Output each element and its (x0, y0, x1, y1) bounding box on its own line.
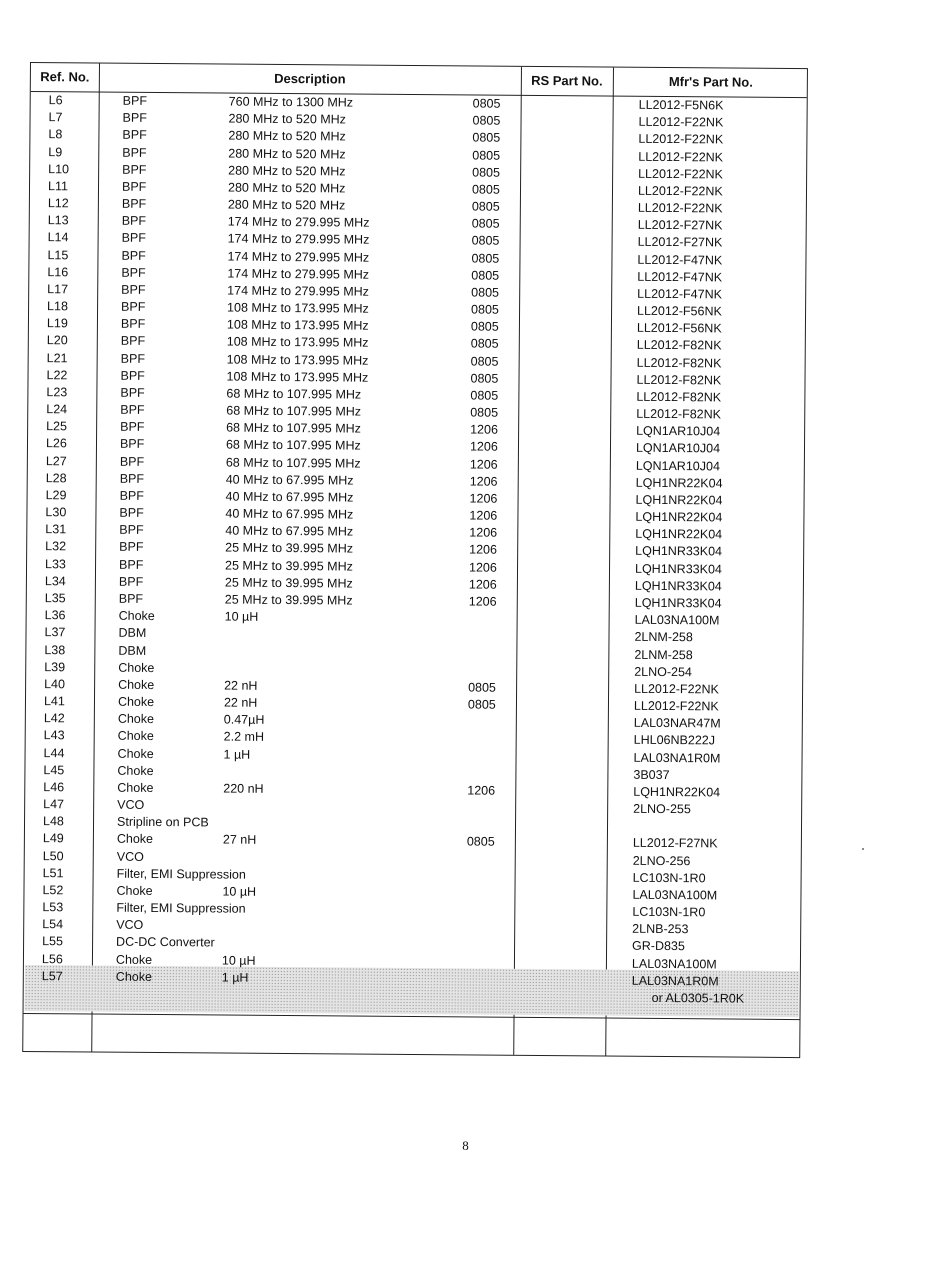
package-size-cell: 1206 (468, 577, 497, 592)
description-type-cell: BPF (121, 299, 146, 314)
mfr-part-no-cell: LL2012-F22NK (637, 183, 723, 199)
description-value-cell: 1 µH (223, 747, 251, 762)
description-type-cell: Choke (115, 969, 153, 984)
ref-no-cell: L13 (47, 213, 69, 228)
mfr-part-no-cell: LL2012-F22NK (634, 681, 719, 697)
ref-no-cell: L45 (43, 762, 65, 777)
package-size-cell: 1206 (469, 542, 498, 558)
mfr-part-no-cell: LL2012-F47NK (637, 269, 723, 285)
mfr-part-no-cell: LQH1NR22K04 (633, 784, 721, 800)
description-value-cell: 25 MHz to 39.995 MHz (224, 558, 353, 574)
description-type-cell: Choke (117, 763, 154, 778)
package-size-cell: 0805 (471, 233, 500, 249)
description-type-cell: BPF (121, 282, 146, 297)
description-value-cell: 2.2 mH (223, 729, 265, 745)
package-size-cell: 0805 (472, 147, 501, 163)
mfr-part-no-cell: LL2012-F56NK (637, 303, 722, 319)
description-value-cell: 220 nH (223, 781, 264, 796)
mfr-part-no-cell: LQN1AR10J04 (636, 424, 721, 439)
ref-no-cell: L11 (47, 179, 69, 194)
description-value-cell: 760 MHz to 1300 MHz (228, 94, 354, 110)
mfr-part-no-cell: 3B037 (633, 767, 670, 782)
ref-no-cell: L31 (45, 522, 67, 537)
description-value-cell: 280 MHz to 520 MHz (228, 146, 346, 161)
ref-no-cell: L34 (44, 573, 66, 589)
package-size-cell: 1206 (469, 491, 498, 506)
mfr-part-no-cell: LQH1NR33K04 (635, 544, 723, 559)
ref-no-cell: L33 (45, 556, 66, 571)
ref-no-cell: L56 (41, 951, 63, 966)
ref-no-cell: L49 (42, 831, 64, 846)
package-size-cell: 1206 (469, 525, 498, 540)
ref-no-cell: L17 (47, 282, 69, 297)
mfr-part-no-cell: LL2012-F82NK (636, 338, 722, 353)
ref-no-cell: L57 (41, 968, 63, 984)
description-type-cell: BPF (119, 488, 144, 503)
package-size-cell: 0805 (472, 165, 501, 180)
description-type-cell: Choke (116, 832, 154, 847)
package-size-cell: 1206 (469, 474, 498, 489)
description-type-cell: Choke (118, 660, 155, 675)
description-type-cell: Choke (117, 694, 155, 710)
description-type-cell: BPF (120, 316, 146, 332)
mfr-part-no-cell: LQH1NR22K04 (635, 509, 723, 525)
ref-no-cell: L50 (42, 848, 64, 863)
description-type-cell: BPF (120, 351, 146, 366)
description-type-cell: BPF (121, 196, 147, 211)
mfr-part-no-cell: LL2012-F22NK (637, 200, 723, 216)
ref-no-cell: L39 (44, 659, 66, 674)
description-type-cell: Stripline on PCB (116, 814, 209, 830)
description-type-cell: BPF (119, 540, 144, 555)
ref-no-cell: L14 (47, 230, 69, 245)
description-type-cell: BPF (120, 334, 146, 349)
package-size-cell: 0805 (471, 216, 500, 231)
header-rs-part-no: RS Part No. (531, 72, 603, 89)
mfr-part-no-cell: LQH1NR22K04 (635, 492, 723, 508)
package-size-cell: 0805 (470, 405, 499, 420)
description-value-cell: 280 MHz to 520 MHz (228, 111, 347, 127)
description-type-cell: BPF (122, 145, 147, 160)
ref-no-cell: L25 (46, 419, 68, 434)
package-size-cell: 0805 (472, 130, 501, 146)
mfr-part-no-cell: LQH1NR33K04 (634, 561, 722, 577)
mfr-part-no-cell: LL2012-F5N6K (638, 97, 724, 113)
ref-no-cell: L26 (45, 436, 67, 451)
package-size-cell: 1206 (468, 560, 497, 575)
package-size-cell: 0805 (471, 182, 500, 197)
description-type-cell: Choke (117, 746, 154, 761)
package-size-cell: 0805 (471, 302, 499, 317)
mfr-part-no-cell: LAL03NA100M (634, 612, 720, 628)
mfr-part-no-cell: 2LNO-256 (632, 853, 691, 868)
ref-no-cell: L19 (46, 316, 68, 331)
package-size-cell: 0805 (467, 697, 496, 712)
description-value-cell: 174 MHz to 279.995 MHz (227, 249, 370, 265)
mfr-part-no-cell: 2LNO-255 (633, 801, 691, 817)
description-type-cell: BPF (121, 231, 146, 246)
description-type-cell: BPF (122, 110, 147, 126)
description-value-cell: 68 MHz to 107.995 MHz (225, 455, 361, 471)
description-value-cell: 40 MHz to 67.995 MHz (225, 506, 354, 522)
ref-no-cell: L43 (43, 728, 65, 743)
package-size-cell: 0805 (470, 336, 499, 352)
description-type-cell: BPF (119, 523, 144, 538)
description-value-cell: 22 nH (224, 678, 258, 693)
package-size-cell: 0805 (471, 268, 500, 283)
scan-speck (862, 848, 864, 850)
description-type-cell: BPF (122, 93, 148, 108)
ref-no-cell: L29 (45, 488, 67, 503)
mfr-part-no-cell: LL2012-F47NK (637, 252, 723, 267)
mfr-part-no-cell: LHL06NB222J (633, 733, 716, 748)
ref-no-cell: L41 (43, 694, 65, 709)
description-value-cell: 280 MHz to 520 MHz (227, 197, 346, 213)
mfr-part-no-cell: LL2012-F82NK (636, 372, 722, 388)
mfr-part-no-cell: 2LNO-254 (634, 664, 692, 679)
mfr-part-no-cell: LL2012-F22NK (638, 166, 723, 182)
description-value-cell: 280 MHz to 520 MHz (228, 128, 346, 144)
description-type-cell: BPF (120, 385, 145, 400)
ref-no-cell: L18 (47, 299, 68, 314)
package-size-cell: 0805 (466, 834, 495, 850)
description-value-cell: 25 MHz to 39.995 MHz (224, 592, 353, 608)
mfr-part-no-cell: LAL03NAR47M (633, 715, 721, 731)
package-size-cell: 0805 (470, 388, 499, 403)
ref-no-cell: L12 (47, 196, 69, 211)
mfr-part-no-cell: LC103N-1R0 (632, 904, 706, 920)
mfr-part-no-cell: LQH1NR33K04 (634, 595, 722, 611)
package-size-cell: 1206 (468, 594, 497, 609)
description-type-cell: BPF (118, 574, 144, 589)
description-value-cell: 68 MHz to 107.995 MHz (226, 403, 362, 419)
table-body (24, 92, 807, 1008)
ref-no-cell: L32 (45, 539, 67, 554)
mfr-part-no-cell: 2LNB-253 (632, 922, 689, 937)
package-size-cell: 0805 (470, 319, 499, 334)
description-type-cell: BPF (121, 248, 146, 263)
mfr-part-no-cell: LAL03NA100M (631, 956, 717, 972)
mfr-part-no-cell: 2LNM-258 (634, 647, 693, 662)
ref-no-cell: L54 (42, 917, 64, 932)
ref-no-cell: L51 (42, 865, 64, 881)
ref-no-cell: L53 (42, 900, 64, 915)
mfr-part-no-cell: LL2012-F27NK (637, 217, 723, 233)
description-value-cell: 40 MHz to 67.995 MHz (225, 523, 354, 539)
description-value-cell: 68 MHz to 107.995 MHz (226, 420, 361, 436)
description-type-cell: Filter, EMI Suppression (116, 900, 246, 916)
description-type-cell: BPF (122, 162, 147, 177)
mfr-part-no-cell: LAL03NA1R0M (631, 973, 719, 989)
mfr-part-no-cell: LAL03NA100M (632, 887, 718, 903)
description-type-cell: BPF (121, 179, 147, 194)
mfr-part-no-cell: LL2012-F22NK (633, 698, 719, 714)
ref-no-cell: L47 (43, 797, 65, 812)
mfr-part-no-cell: LL2012-F82NK (636, 406, 722, 422)
header-ref-no: Ref. No. (40, 69, 90, 85)
mfr-part-no-cell: LL2012-F27NK (637, 235, 723, 250)
description-type-cell: BPF (120, 402, 145, 418)
package-size-cell: 1206 (469, 508, 498, 523)
description-value-cell: 174 MHz to 279.995 MHz (227, 231, 370, 248)
description-value-cell: 10 µH (222, 884, 257, 899)
mfr-part-no-cell: LQH1NR22K04 (635, 475, 723, 491)
description-type-cell: Choke (118, 608, 155, 624)
description-value-cell: 108 MHz to 173.995 MHz (226, 352, 369, 368)
description-type-cell: Choke (116, 883, 153, 898)
ref-no-cell: L55 (42, 934, 64, 949)
description-type-cell: BPF (120, 368, 145, 383)
ref-no-cell: L38 (44, 642, 66, 657)
description-type-cell: BPF (122, 128, 147, 143)
ref-no-cell: L52 (42, 883, 64, 898)
description-value-cell: 174 MHz to 279.995 MHz (227, 283, 370, 299)
ref-no-cell: L20 (46, 333, 68, 348)
description-type-cell: BPF (121, 265, 146, 280)
mfr-part-no-cell: LL2012-F56NK (636, 321, 722, 336)
mfr-part-no-cell: LL2012-F22NK (638, 149, 724, 164)
ref-no-cell: L21 (46, 350, 68, 365)
mfr-part-no-cell: LL2012-F82NK (636, 355, 722, 371)
mfr-part-no-cell: LQN1AR10J04 (635, 441, 721, 456)
mfr-part-no-cell: LL2012-F47NK (637, 286, 723, 302)
description-value-cell: 108 MHz to 173.995 MHz (226, 317, 369, 333)
ref-no-cell: L7 (48, 110, 63, 125)
description-type-cell: VCO (116, 917, 144, 933)
ref-no-cell: L44 (43, 745, 65, 760)
mfr-part-no-cell: LL2012-F22NK (638, 132, 724, 147)
description-type-cell: Choke (117, 711, 155, 727)
description-type-cell: Filter, EMI Suppression (116, 866, 246, 882)
package-size-cell: 1206 (470, 422, 498, 437)
description-value-cell: 174 MHz to 279.995 MHz (227, 214, 370, 230)
description-value-cell: 25 MHz to 39.995 MHz (225, 541, 354, 557)
description-type-cell: BPF (121, 213, 147, 229)
mfr-part-no-cell: LAL03NA1R0M (633, 750, 721, 765)
ref-no-cell: L37 (44, 625, 66, 640)
description-value-cell: 108 MHz to 173.995 MHz (227, 300, 369, 316)
description-type-cell: DBM (118, 643, 147, 658)
description-value-cell: 40 MHz to 67.995 MHz (225, 472, 354, 488)
description-type-cell: Choke (115, 952, 153, 967)
header-description: Description (274, 70, 346, 87)
description-type-cell: BPF (120, 419, 145, 435)
parts-table (22, 62, 808, 1058)
package-size-cell: 0805 (471, 285, 500, 300)
ref-no-cell: L30 (45, 505, 67, 520)
description-type-cell: BPF (119, 505, 144, 521)
ref-no-cell: L27 (45, 453, 67, 468)
description-value-cell: 1 µH (221, 970, 249, 985)
description-type-cell: BPF (119, 557, 144, 572)
package-size-cell: 0805 (472, 113, 501, 128)
description-value-cell: 280 MHz to 520 MHz (228, 163, 346, 179)
header-mfr-part-no: Mfr's Part No. (668, 74, 753, 90)
description-value-cell: 68 MHz to 107.995 MHz (225, 437, 361, 454)
package-size-cell: 0805 (468, 680, 496, 695)
package-size-cell: 1206 (469, 439, 498, 455)
mfr-part-no-cell: LL2012-F82NK (636, 389, 722, 405)
ref-no-cell: L9 (48, 144, 63, 159)
description-value-cell: 0.47µH (223, 712, 265, 728)
page-number: 8 (462, 1138, 469, 1153)
mfr-part-no-cell: LL2012-F22NK (638, 114, 724, 130)
description-type-cell: DC-DC Converter (116, 935, 215, 950)
description-type-cell: VCO (117, 797, 145, 812)
mfr-part-no-cell: LC103N-1R0 (632, 870, 706, 886)
ref-no-cell: L8 (48, 127, 63, 142)
ref-no-cell: L22 (46, 367, 68, 383)
description-type-cell: BPF (118, 591, 144, 606)
description-value-cell: 40 MHz to 67.995 MHz (225, 489, 354, 505)
package-size-cell: 0805 (472, 96, 501, 111)
ref-no-cell: L6 (48, 93, 63, 108)
mfr-part-no-cell: LQN1AR10J04 (635, 458, 720, 474)
description-type-cell: Choke (117, 780, 154, 795)
description-type-cell: Choke (118, 677, 155, 692)
ref-no-cell: L10 (48, 161, 70, 176)
mfr-part-no-cell: LL2012-F27NK (632, 836, 718, 851)
package-size-cell: 0805 (470, 354, 499, 369)
description-type-cell: DBM (118, 626, 147, 641)
description-type-cell: Choke (117, 729, 154, 744)
mfr-part-no-cell: GR-D835 (632, 939, 685, 954)
ref-no-cell: L23 (46, 385, 68, 400)
description-value-cell: 22 nH (223, 695, 258, 710)
ref-no-cell: L16 (47, 264, 69, 280)
description-value-cell: 25 MHz to 39.995 MHz (224, 575, 353, 591)
mfr-part-no-cell: LQH1NR22K04 (635, 527, 723, 542)
description-value-cell: 10 µH (221, 953, 256, 968)
ref-no-cell: L24 (46, 402, 68, 417)
ref-no-cell: L35 (44, 591, 66, 606)
description-type-cell: BPF (119, 454, 145, 469)
mfr-part-no-cell: 2LNM-258 (634, 630, 693, 645)
package-size-cell: 0805 (470, 371, 499, 386)
description-type-cell: BPF (119, 471, 145, 486)
package-size-cell: 0805 (471, 251, 500, 266)
description-type-cell: BPF (119, 437, 145, 452)
ref-no-cell: L28 (45, 470, 67, 486)
ref-no-cell: L48 (42, 814, 64, 829)
description-value-cell: 280 MHz to 520 MHz (227, 180, 346, 196)
ref-no-cell: L36 (44, 608, 66, 623)
description-value-cell: 68 MHz to 107.995 MHz (226, 386, 362, 402)
package-size-cell: 1206 (469, 457, 498, 472)
ref-no-cell: L42 (43, 711, 65, 726)
description-value-cell: 174 MHz to 279.995 MHz (227, 266, 370, 282)
description-value-cell: 108 MHz to 173.995 MHz (226, 369, 369, 385)
package-size-cell: 0805 (471, 199, 500, 214)
description-value-cell: 27 nH (222, 832, 257, 848)
package-size-cell: 1206 (467, 783, 496, 798)
ref-no-cell: L15 (47, 247, 69, 262)
ref-no-cell: L40 (44, 676, 66, 692)
mfr-part-no-cell: LQH1NR33K04 (634, 578, 722, 594)
ref-no-cell: L46 (43, 780, 65, 795)
alternate-part-no: or AL0305-1R0K (651, 990, 745, 1006)
description-value-cell: 108 MHz to 173.995 MHz (226, 334, 369, 351)
description-value-cell: 10 µH (224, 609, 259, 624)
description-type-cell: VCO (116, 849, 144, 864)
